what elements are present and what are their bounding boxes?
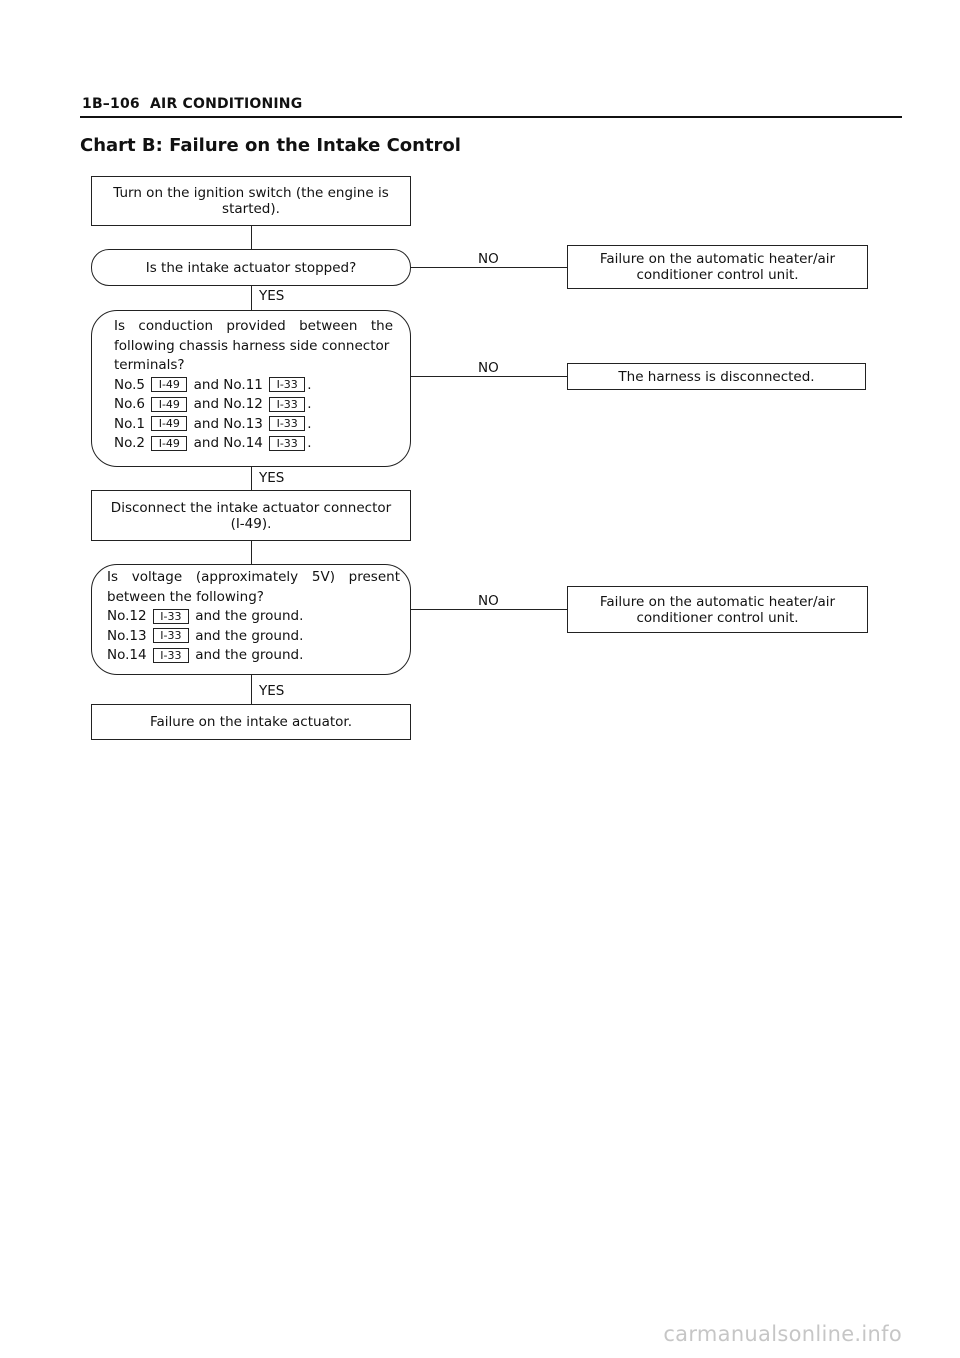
question-actuator-stopped-text: Is the intake actuator stopped?: [145, 259, 357, 276]
conduction-row: No.6 I-49 and No.12 I-33 .: [114, 396, 312, 412]
question-conduction-line2: following chassis harness side connector: [114, 337, 390, 354]
result-control-unit-failure-1-text: Failure on the automatic heater/air conditioner control unit.: [599, 251, 836, 283]
connector-tag: I-49: [151, 416, 187, 431]
connector-q3-final: [251, 674, 252, 705]
step-disconnect-connector: [91, 490, 411, 541]
question-actuator-stopped: [91, 249, 411, 286]
no-label-1: NO: [478, 251, 499, 267]
connector-step1-q1: [251, 225, 252, 249]
yes-label-2: YES: [259, 470, 285, 486]
connector-tag: I-33: [153, 609, 189, 624]
conduction-row: No.1 I-49 and No.13 I-33 .: [114, 415, 312, 432]
section-heading: AIR CONDITIONING: [150, 96, 303, 112]
connector-tag: I-33: [269, 397, 305, 412]
voltage-row: No.12 I-33 and the ground.: [107, 608, 304, 624]
no-label-3: NO: [478, 593, 499, 609]
connector-step2-q3: [251, 540, 252, 565]
connector-tag: I-49: [151, 377, 187, 392]
chart-title: Chart B: Failure on the Intake Control: [80, 135, 461, 156]
conduction-row: No.5 I-49 and No.11 I-33 .: [114, 376, 312, 393]
step-ignition-on: [91, 176, 411, 226]
step-disconnect-connector-text: Disconnect the intake actuator connector (I-49).: [110, 499, 392, 532]
connector-tag: I-49: [151, 436, 187, 451]
question-voltage-text: [107, 568, 400, 666]
no-label-2: NO: [478, 360, 499, 376]
question-voltage-line2: between the following?: [107, 588, 264, 605]
voltage-row: No.13 I-33 and the ground.: [107, 627, 304, 644]
result-harness-disconnected-text: The harness is disconnected.: [618, 368, 815, 385]
connector-q3-no: [410, 609, 568, 610]
result-intake-actuator-failure-text: Failure on the intake actuator.: [149, 714, 353, 730]
section-number: 1B–106: [82, 96, 140, 112]
connector-tag: I-33: [153, 648, 189, 663]
result-control-unit-failure-1: [567, 245, 868, 289]
connector-q2-step2: [251, 466, 252, 491]
yes-label-3: YES: [259, 683, 285, 699]
question-voltage-line1: Is voltage (approximately 5V) present: [107, 569, 400, 585]
result-control-unit-failure-2-text: Failure on the automatic heater/air conditioner control unit.: [599, 593, 836, 626]
connector-tag: I-49: [151, 397, 187, 412]
connector-tag: I-33: [269, 416, 305, 431]
page-header: [82, 96, 302, 112]
question-conduction-line1: Is conduction provided between the: [114, 318, 393, 334]
conduction-row: No.2 I-49 and No.14 I-33 .: [114, 435, 312, 451]
connector-q2-no: [410, 376, 568, 377]
connector-q1-no: [410, 267, 568, 268]
yes-label-1: YES: [259, 288, 285, 304]
voltage-row: No.14 I-33 and the ground.: [107, 647, 304, 663]
header-rule: [80, 116, 902, 118]
result-control-unit-failure-2: [567, 586, 868, 633]
watermark: carmanualsonline.info: [663, 1322, 902, 1346]
result-harness-disconnected: [567, 363, 866, 390]
connector-tag: I-33: [269, 436, 305, 451]
connector-tag: I-33: [153, 628, 189, 643]
result-intake-actuator-failure: [91, 704, 411, 740]
connector-tag: I-33: [269, 377, 305, 392]
connector-q1-q2: [251, 285, 252, 310]
question-conduction-line3: terminals?: [114, 357, 185, 373]
step-ignition-on-text: Turn on the ignition switch (the engine is started).: [113, 185, 389, 217]
question-conduction-text: [114, 317, 393, 454]
